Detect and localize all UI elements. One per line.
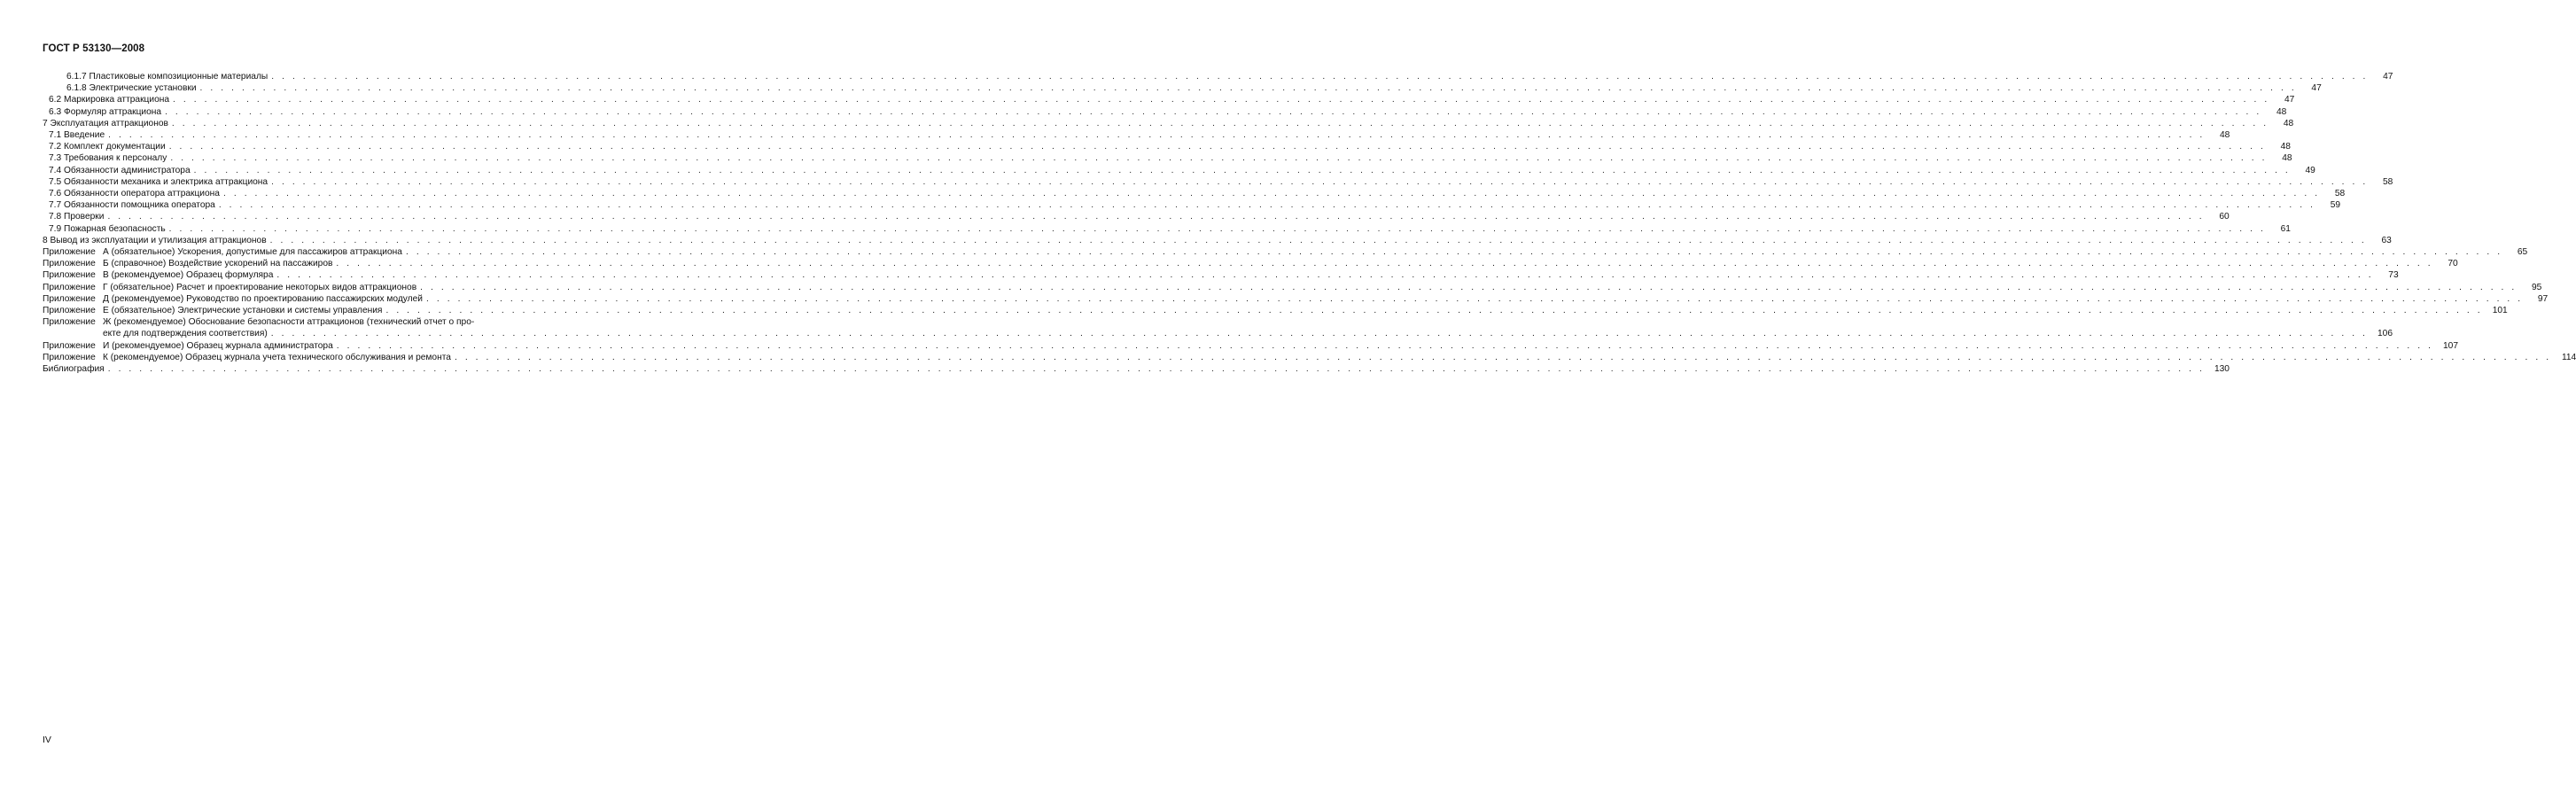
toc-entry-appendix[interactable] xyxy=(43,258,2458,269)
toc-entry-page: 58 xyxy=(2382,176,2393,187)
toc-entry[interactable] xyxy=(43,165,2315,176)
leader-dots: . . . . . . . . . . . . . . . . . . . . . . . . . . . . . . . . . . . . . . . . . . . . . . . . . . . . . . . . . . . . . . . . . . . . . . . . . . . . . . . . . . . . . . . . . . . . . . . . . . . . . . . . . . . . . . . . . . . . . . . . . . . . . . . . . . . . . . . . . . . . . . . . . . . . . . . . . . . . . . . . . . . . . . . . . . . . . . . . . . . . . . . . . . . . . . . . . . . . . . . . xyxy=(171,118,2269,128)
toc-entry[interactable] xyxy=(43,152,2292,164)
toc-entry[interactable] xyxy=(43,71,2393,82)
toc-entry-page: 47 xyxy=(2383,72,2393,82)
toc-entry[interactable] xyxy=(43,82,2322,94)
toc-entry-appendix[interactable] xyxy=(43,305,2508,316)
toc-entry[interactable] xyxy=(43,129,2230,141)
page-header: ГОСТ Р 53130—2008 xyxy=(43,43,145,54)
toc-entry-page: 58 xyxy=(2334,189,2346,199)
appendix-prefix: Приложение xyxy=(43,259,96,269)
toc-entry[interactable] xyxy=(43,106,2287,118)
toc-entry-title: Д (рекомендуемое) Руководство по проектированию пассажирских модулей xyxy=(103,293,423,304)
toc-entry-title: 8 Вывод из эксплуатации и утилизация аттракционов xyxy=(43,235,267,245)
toc-entry-page: 130 xyxy=(2214,364,2230,375)
leader-dots: . . . . . . . . . . . . . . . . . . . . . . . . . . . . . . . . . . . . . . . . . . . . . . . . . . . . . . . . . . . . . . . . . . . . . . . . . . . . . . . . . . . . . . . . . . . . . . . . . . . . . . . . . . . . . . . . . . . . . . . . . . . . . . . . . . . . . . . . . . . . . . . . . . . . . . . . . . . . . . . . . . . . . . . . . . . . . . . . . . . . . . . . . . . . . . . . . . . . . . . . xyxy=(276,270,2374,281)
leader-dots: . . . . . . . . . . . . . . . . . . . . . . . . . . . . . . . . . . . . . . . . . . . . . . . . . . . . . . . . . . . . . . . . . . . . . . . . . . . . . . . . . . . . . . . . . . . . . . . . . . . . . . . . . . . . . . . . . . . . . . . . . . . . . . . . . . . . . . . . . . . . . . . . . . . . . . . . . . . . . . . . . . . . . . . . . . . . . . . . . . . . . . . . . . . . . . . . . . . . . . . . xyxy=(107,364,2205,375)
toc-entry-title: Библиография xyxy=(43,364,105,375)
toc-entry-title: 6.1.8 Электрические установки xyxy=(66,83,197,94)
toc-entry-appendix[interactable] xyxy=(43,340,2458,352)
toc-entry-page: 95 xyxy=(2532,282,2542,292)
toc-entry-title: 7.8 Проверки xyxy=(49,212,105,222)
toc-entry-page: 107 xyxy=(2443,340,2458,351)
appendix-prefix: Приложение xyxy=(43,340,96,351)
leader-dots: . . . . . . . . . . . . . . . . . . . . . . . . . . . . . . . . . . . . . . . . . . . . . . . . . . . . . . . . . . . . . . . . . . . . . . . . . . . . . . . . . . . . . . . . . . . . . . . . . . . . . . . . . . . . . . . . . . . . . . . . . . . . . . . . . . . . . . . . . . . . . . . . . . . . . . . . . . . . . . . . . . . . . . . . . . . . . . . . . . . . . . . . . . . . . . . . . . . . . . . . xyxy=(108,130,2206,141)
toc-entry-title: 7.7 Обязанности помощника оператора xyxy=(49,200,215,211)
toc-entry-page: 48 xyxy=(2280,142,2291,152)
toc-entry-title: А (обязательное) Ускорения, допустимые для пассажиров аттракциона xyxy=(103,247,402,258)
toc-entry-page: 48 xyxy=(2282,153,2292,164)
leader-dots: . . . . . . . . . . . . . . . . . . . . . . . . . . . . . . . . . . . . . . . . . . . . . . . . . . . . . . . . . . . . . . . . . . . . . . . . . . . . . . . . . . . . . . . . . . . . . . . . . . . . . . . . . . . . . . . . . . . . . . . . . . . . . . . . . . . . . . . . . . . . . . . . . . . . . . . . . . . . . . . . . . . . . . . . . . . . . . . . . . . . . . . . . . . . . . . . . . . . . . . . xyxy=(405,247,2503,258)
toc-entry-page: 60 xyxy=(2219,212,2230,222)
leader-dots: . . . . . . . . . . . . . . . . . . . . . . . . . . . . . . . . . . . . . . . . . . . . . . . . . . . . . . . . . . . . . . . . . . . . . . . . . . . . . . . . . . . . . . . . . . . . . . . . . . . . . . . . . . . . . . . . . . . . . . . . . . . . . . . . . . . . . . . . . . . . . . . . . . . . . . . . . . . . . . . . . . . . . . . . . . . . . . . . . . . . . . . . . . . . . . . . . . . . . . . . xyxy=(425,293,2524,304)
toc-entry[interactable] xyxy=(43,223,2291,235)
appendix-prefix: Приложение xyxy=(43,293,96,304)
toc-entry-title: 6.3 Формуляр аттракциона xyxy=(49,106,162,117)
leader-dots: . . . . . . . . . . . . . . . . . . . . . . . . . . . . . . . . . . . . . . . . . . . . . . . . . . . . . . . . . . . . . . . . . . . . . . . . . . . . . . . . . . . . . . . . . . . . . . . . . . . . . . . . . . . . . . . . . . . . . . . . . . . . . . . . . . . . . . . . . . . . . . . . . . . . . . . . . . . . . . . . . . . . . . . . . . . . . . . . . . . . . . . . . . . . . . . . . . . . . . . . xyxy=(107,212,2205,222)
table-of-contents xyxy=(43,71,2576,375)
toc-entry-title: Ж (рекомендуемое) Обоснование безопасности аттракционов (технический отчет о про- xyxy=(103,317,475,328)
toc-entry-appendix[interactable] xyxy=(43,352,2576,363)
toc-entry-appendix[interactable] xyxy=(43,282,2542,293)
toc-entry-title: 7 Эксплуатация аттракционов xyxy=(43,118,168,128)
toc-entry-page: 48 xyxy=(2276,106,2287,117)
toc-entry-appendix[interactable] xyxy=(43,316,2393,339)
toc-entry[interactable] xyxy=(43,176,2393,188)
toc-entry-title: 6.2 Маркировка аттракциона xyxy=(49,95,170,105)
toc-entry-title-continued: екте для подтверждения соответствия) xyxy=(103,329,268,339)
toc-entry-title: 7.2 Комплект документации xyxy=(49,142,166,152)
leader-dots: . . . . . . . . . . . . . . . . . . . . . . . . . . . . . . . . . . . . . . . . . . . . . . . . . . . . . . . . . . . . . . . . . . . . . . . . . . . . . . . . . . . . . . . . . . . . . . . . . . . . . . . . . . . . . . . . . . . . . . . . . . . . . . . . . . . . . . . . . . . . . . . . . . . . . . . . . . . . . . . . . . . . . . . . . . . . . . . . . . . . . . . . . . . . . . . . . . . . . . . . xyxy=(193,165,2291,175)
toc-entry-page: 73 xyxy=(2388,270,2399,281)
toc-entry-title: 6.1.7 Пластиковые композиционные материалы xyxy=(66,72,268,82)
toc-entry-appendix[interactable] xyxy=(43,293,2549,305)
toc-entry-title: И (рекомендуемое) Образец журнала администратора xyxy=(103,340,333,351)
appendix-prefix: Приложение xyxy=(43,317,96,328)
toc-entry-title: Г (обязательное) Расчет и проектирование некоторых видов аттракционов xyxy=(103,282,417,292)
appendix-prefix: Приложение xyxy=(43,352,96,362)
leader-dots: . . . . . . . . . . . . . . . . . . . . . . . . . . . . . . . . . . . . . . . . . . . . . . . . . . . . . . . . . . . . . . . . . . . . . . . . . . . . . . . . . . . . . . . . . . . . . . . . . . . . . . . . . . . . . . . . . . . . . . . . . . . . . . . . . . . . . . . . . . . . . . . . . . . . . . . . . . . . . . . . . . . . . . . . . . . . . . . . . . . . . . . . . . . . . . . . . . . . . . . . xyxy=(170,153,2268,164)
toc-entry-title: Е (обязательное) Электрические установки и системы управления xyxy=(103,306,383,316)
toc-entry-page: 48 xyxy=(2220,130,2230,141)
page-footer-number: IV xyxy=(43,735,51,745)
leader-dots: . . . . . . . . . . . . . . . . . . . . . . . . . . . . . . . . . . . . . . . . . . . . . . . . . . . . . . . . . . . . . . . . . . . . . . . . . . . . . . . . . . . . . . . . . . . . . . . . . . . . . . . . . . . . . . . . . . . . . . . . . . . . . . . . . . . . . . . . . . . . . . . . . . . . . . . . . . . . . . . . . . . . . . . . . . . . . . . . . . . . . . . . . . . . . . . . . . . . . . . . xyxy=(271,176,2369,187)
toc-entry-title: Б (справочное) Воздействие ускорений на пассажиров xyxy=(103,259,333,269)
leader-dots: . . . . . . . . . . . . . . . . . . . . . . . . . . . . . . . . . . . . . . . . . . . . . . . . . . . . . . . . . . . . . . . . . . . . . . . . . . . . . . . . . . . . . . . . . . . . . . . . . . . . . . . . . . . . . . . . . . . . . . . . . . . . . . . . . . . . . . . . . . . . . . . . . . . . . . . . . . . . . . . . . . . . . . . . . . . . . . . . . . . . . . . . . . . . . . . . . . . . . . . . xyxy=(454,352,2552,362)
leader-dots: . . . . . . . . . . . . . . . . . . . . . . . . . . . . . . . . . . . . . . . . . . . . . . . . . . . . . . . . . . . . . . . . . . . . . . . . . . . . . . . . . . . . . . . . . . . . . . . . . . . . . . . . . . . . . . . . . . . . . . . . . . . . . . . . . . . . . . . . . . . . . . . . . . . . . . . . . . . . . . . . . . . . . . . . . . . . . . . . . . . . . . . . . . . . . . . . . . . . . . . . xyxy=(271,72,2369,82)
leader-dots: . . . . . . . . . . . . . . . . . . . . . . . . . . . . . . . . . . . . . . . . . . . . . . . . . . . . . . . . . . . . . . . . . . . . . . . . . . . . . . . . . . . . . . . . . . . . . . . . . . . . . . . . . . . . . . . . . . . . . . . . . . . . . . . . . . . . . . . . . . . . . . . . . . . . . . . . . . . . . . . . . . . . . . . . . . . . . . . . . . . . . . . . . . . . . . . . . . . . . . . . xyxy=(336,340,2433,351)
toc-entry-title: В (рекомендуемое) Образец формуляра xyxy=(103,270,274,281)
toc-entry-title: 7.3 Требования к персоналу xyxy=(49,153,167,164)
toc-entry[interactable] xyxy=(43,141,2291,152)
toc-entry-page: 70 xyxy=(2448,259,2458,269)
appendix-prefix: Приложение xyxy=(43,247,96,258)
appendix-prefix: Приложение xyxy=(43,306,96,316)
toc-entry-page: 47 xyxy=(2311,83,2322,94)
leader-dots: . . . . . . . . . . . . . . . . . . . . . . . . . . . . . . . . . . . . . . . . . . . . . . . . . . . . . . . . . . . . . . . . . . . . . . . . . . . . . . . . . . . . . . . . . . . . . . . . . . . . . . . . . . . . . . . . . . . . . . . . . . . . . . . . . . . . . . . . . . . . . . . . . . . . . . . . . . . . . . . . . . . . . . . . . . . . . . . . . . . . . . . . . . . . . . . . . . . . . . . . xyxy=(222,189,2321,199)
toc-entry-page: 114 xyxy=(2561,352,2576,362)
leader-dots: . . . . . . . . . . . . . . . . . . . . . . . . . . . . . . . . . . . . . . . . . . . . . . . . . . . . . . . . . . . . . . . . . . . . . . . . . . . . . . . . . . . . . . . . . . . . . . . . . . . . . . . . . . . . . . . . . . . . . . . . . . . . . . . . . . . . . . . . . . . . . . . . . . . . . . . . . . . . . . . . . . . . . . . . . . . . . . . . . . . . . . . . . . . . . . . . . . . . . . . . xyxy=(336,259,2433,269)
toc-entry-title: 7.6 Обязанности оператора аттракциона xyxy=(49,189,220,199)
toc-entry-page: 47 xyxy=(2284,95,2295,105)
toc-entry-page: 101 xyxy=(2492,306,2508,316)
toc-entry-title: 7.4 Обязанности администратора xyxy=(49,165,191,175)
toc-entry-appendix[interactable] xyxy=(43,246,2528,258)
toc-entry-title: К (рекомендуемое) Образец журнала учета технического обслуживания и ремонта xyxy=(103,352,451,362)
toc-entry-bibliography[interactable] xyxy=(43,363,2230,375)
toc-entry-page: 65 xyxy=(2517,247,2528,258)
toc-entry-page: 97 xyxy=(2537,293,2549,304)
leader-dots: . . . . . . . . . . . . . . . . . . . . . . . . . . . . . . . . . . . . . . . . . . . . . . . . . . . . . . . . . . . . . . . . . . . . . . . . . . . . . . . . . . . . . . . . . . . . . . . . . . . . . . . . . . . . . . . . . . . . . . . . . . . . . . . . . . . . . . . . . . . . . . . . . . . . . . . . . . . . . . . . . . . . . . . . . . . . . . . . . . . . . . . . . . . . . . . . . . . . . . . . xyxy=(218,200,2316,211)
toc-entry-page: 61 xyxy=(2280,223,2291,234)
leader-dots: . . . . . . . . . . . . . . . . . . . . . . . . . . . . . . . . . . . . . . . . . . . . . . . . . . . . . . . . . . . . . . . . . . . . . . . . . . . . . . . . . . . . . . . . . . . . . . . . . . . . . . . . . . . . . . . . . . . . . . . . . . . . . . . . . . . . . . . . . . . . . . . . . . . . . . . . . . . . . . . . . . . . . . . . . . . . . . . . . . . . . . . . . . . . . . . . . . . . . . . . xyxy=(199,83,2297,94)
leader-dots: . . . . . . . . . . . . . . . . . . . . . . . . . . . . . . . . . . . . . . . . . . . . . . . . . . . . . . . . . . . . . . . . . . . . . . . . . . . . . . . . . . . . . . . . . . . . . . . . . . . . . . . . . . . . . . . . . . . . . . . . . . . . . . . . . . . . . . . . . . . . . . . . . . . . . . . . . . . . . . . . . . . . . . . . . . . . . . . . . . . . . . . . . . . . . . . . . . . . . . . . xyxy=(270,329,2368,339)
toc-entry[interactable] xyxy=(43,211,2230,222)
leader-dots: . . . . . . . . . . . . . . . . . . . . . . . . . . . . . . . . . . . . . . . . . . . . . . . . . . . . . . . . . . . . . . . . . . . . . . . . . . . . . . . . . . . . . . . . . . . . . . . . . . . . . . . . . . . . . . . . . . . . . . . . . . . . . . . . . . . . . . . . . . . . . . . . . . . . . . . . . . . . . . . . . . . . . . . . . . . . . . . . . . . . . . . . . . . . . . . . . . . . . . . . xyxy=(385,306,2483,316)
leader-dots: . . . . . . . . . . . . . . . . . . . . . . . . . . . . . . . . . . . . . . . . . . . . . . . . . . . . . . . . . . . . . . . . . . . . . . . . . . . . . . . . . . . . . . . . . . . . . . . . . . . . . . . . . . . . . . . . . . . . . . . . . . . . . . . . . . . . . . . . . . . . . . . . . . . . . . . . . . . . . . . . . . . . . . . . . . . . . . . . . . . . . . . . . . . . . . . . . . . . . . . . xyxy=(168,223,2266,234)
leader-dots: . . . . . . . . . . . . . . . . . . . . . . . . . . . . . . . . . . . . . . . . . . . . . . . . . . . . . . . . . . . . . . . . . . . . . . . . . . . . . . . . . . . . . . . . . . . . . . . . . . . . . . . . . . . . . . . . . . . . . . . . . . . . . . . . . . . . . . . . . . . . . . . . . . . . . . . . . . . . . . . . . . . . . . . . . . . . . . . . . . . . . . . . . . . . . . . . . . . . . . . . xyxy=(168,142,2266,152)
toc-entry-page: 59 xyxy=(2330,200,2341,211)
toc-entry-page: 106 xyxy=(2377,329,2393,339)
appendix-prefix: Приложение xyxy=(43,270,96,281)
toc-entry-appendix[interactable] xyxy=(43,269,2399,281)
toc-entry-page: 63 xyxy=(2381,235,2392,245)
toc-entry-title: 7.5 Обязанности механика и электрика аттракциона xyxy=(49,176,268,187)
toc-entry[interactable] xyxy=(43,118,2294,129)
leader-dots: . . . . . . . . . . . . . . . . . . . . . . . . . . . . . . . . . . . . . . . . . . . . . . . . . . . . . . . . . . . . . . . . . . . . . . . . . . . . . . . . . . . . . . . . . . . . . . . . . . . . . . . . . . . . . . . . . . . . . . . . . . . . . . . . . . . . . . . . . . . . . . . . . . . . . . . . . . . . . . . . . . . . . . . . . . . . . . . . . . . . . . . . . . . . . . . . . . . . . . . . xyxy=(173,95,2270,105)
toc-entry-page: 48 xyxy=(2283,118,2294,128)
leader-dots: . . . . . . . . . . . . . . . . . . . . . . . . . . . . . . . . . . . . . . . . . . . . . . . . . . . . . . . . . . . . . . . . . . . . . . . . . . . . . . . . . . . . . . . . . . . . . . . . . . . . . . . . . . . . . . . . . . . . . . . . . . . . . . . . . . . . . . . . . . . . . . . . . . . . . . . . . . . . . . . . . . . . . . . . . . . . . . . . . . . . . . . . . . . . . . . . . . . . . . . . xyxy=(165,106,2262,117)
toc-entry-page: 49 xyxy=(2305,165,2315,175)
toc-entry[interactable] xyxy=(43,94,2295,105)
toc-entry[interactable] xyxy=(43,188,2346,199)
toc-entry[interactable] xyxy=(43,235,2392,246)
toc-entry-title: 7.9 Пожарная безопасность xyxy=(49,223,166,234)
leader-dots: . . . . . . . . . . . . . . . . . . . . . . . . . . . . . . . . . . . . . . . . . . . . . . . . . . . . . . . . . . . . . . . . . . . . . . . . . . . . . . . . . . . . . . . . . . . . . . . . . . . . . . . . . . . . . . . . . . . . . . . . . . . . . . . . . . . . . . . . . . . . . . . . . . . . . . . . . . . . . . . . . . . . . . . . . . . . . . . . . . . . . . . . . . . . . . . . . . . . . . . . xyxy=(269,235,2367,245)
appendix-prefix: Приложение xyxy=(43,282,96,292)
leader-dots: . . . . . . . . . . . . . . . . . . . . . . . . . . . . . . . . . . . . . . . . . . . . . . . . . . . . . . . . . . . . . . . . . . . . . . . . . . . . . . . . . . . . . . . . . . . . . . . . . . . . . . . . . . . . . . . . . . . . . . . . . . . . . . . . . . . . . . . . . . . . . . . . . . . . . . . . . . . . . . . . . . . . . . . . . . . . . . . . . . . . . . . . . . . . . . . . . . . . . . . . xyxy=(420,282,2518,292)
toc-entry-title: 7.1 Введение xyxy=(49,130,105,141)
toc-entry[interactable] xyxy=(43,199,2341,211)
